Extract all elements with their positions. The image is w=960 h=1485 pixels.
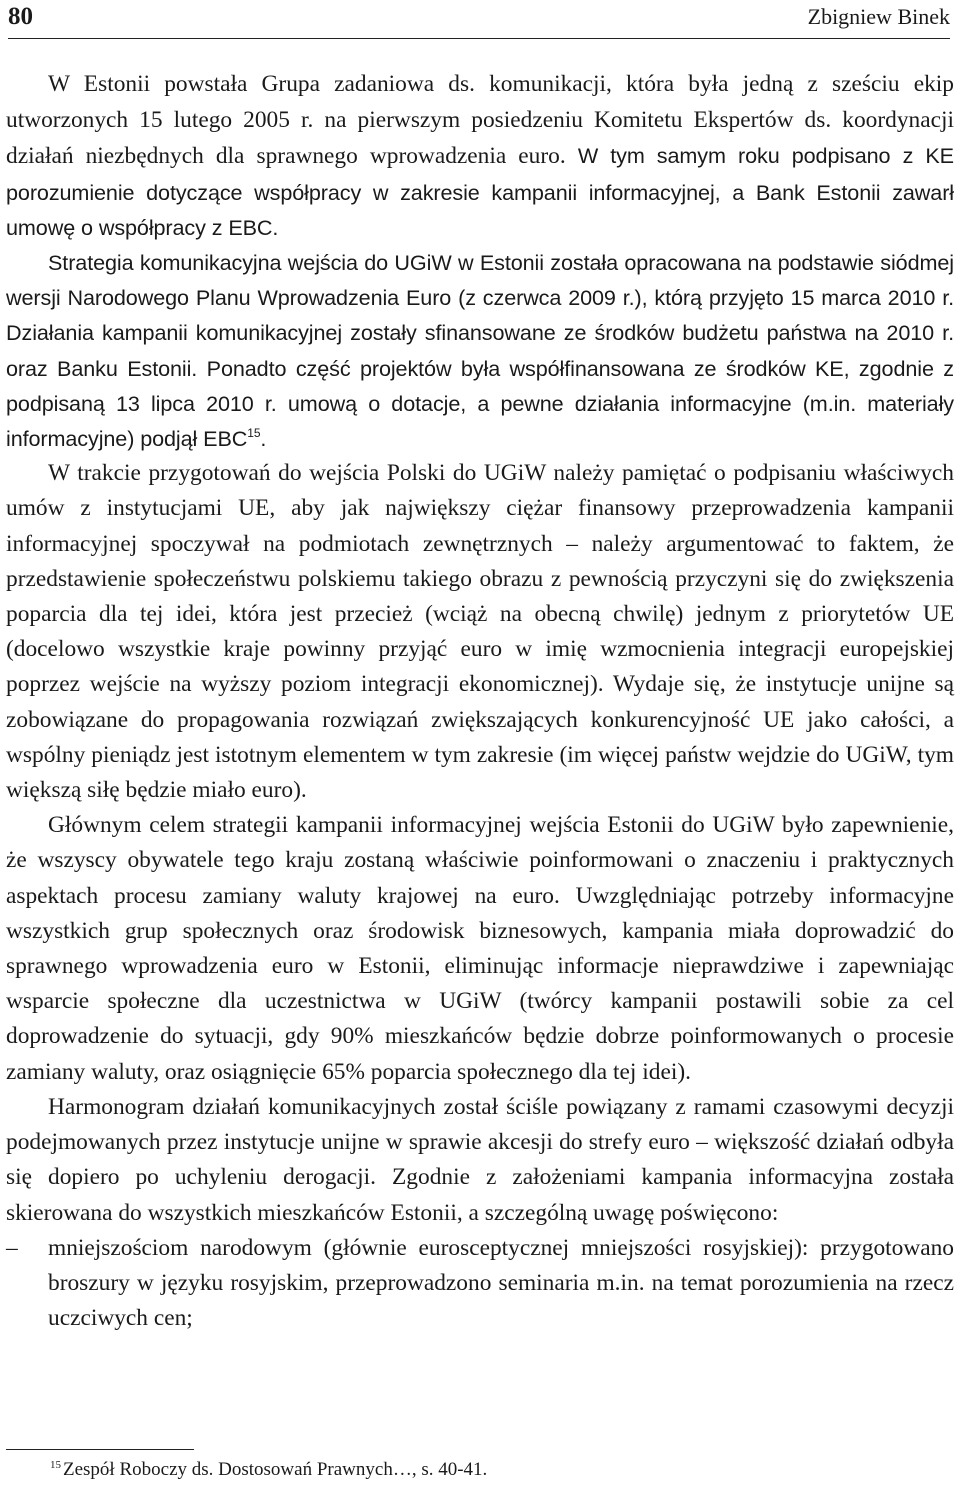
paragraph-3: W trakcie przygotowań do wejścia Polski do UGiW należy pamiętać o podpisaniu właściwych umów z instytucjami UE, aby jak największy ciężar finansowy przeprowadzenia kampanii informacyjnej spoczywał na podmiotach zewnętrznych – należy argumentować to faktem, że przedstawienie społeczeństwu polskiemu takiego obrazu z pewnością przyczyni się do zwiększenia poparcia dla tej idei, która jest przecież (wciąż na obecną chwilę) jednym z priorytetów UE (docelowo wszystkie kraje powinny przyjąć euro w imię wzmocnienia integracji europejskiej poprzez wejście na wyższy poziom integracji ekonomicznej). Wydaje się, że instytucje unijne są zobowiązane do propagowania rozwiązań zwiększających konkurencyjność UE jako całości, a wspólny pieniądz jest istotnym elementem w tym zakresie (im więcej państw wejdzie do UGiW, tym większą siłę będzie miało euro). [6, 460, 954, 804]
paragraph-2 [6, 245, 954, 456]
footnote [50, 1458, 487, 1482]
footnote-separator [6, 1449, 194, 1450]
paragraph-4: Głównym celem strategii kampanii informacyjnej wejścia Estonii do UGiW było zapewnienie, że wszyscy obywatele tego kraju zostaną właściwie poinformowani o znaczeniu i praktycznych aspektach procesu zamiany waluty krajowej na euro. Uwzględniając potrzeby informacyjne wszystkich grup społecznych oraz środowisk biznesowych, kampania miała doprowadzić do sprawnego wprowadzenia euro w Estonii, eliminując informacje nieprawdziwe i zapewniając wsparcie społeczne dla uczestnictwa w UGiW (twórcy kampanii postawili sobie za cel doprowadzenie do sytuacji, gdy 90% mieszkańców będzie dobrze poinformowanych o procesie zamiany waluty, oraz osiągnięcie 65% poparcia społecznego dla tej idei). [6, 812, 954, 1085]
paragraph-1-rest: W tym samym roku podpisano z KE porozumienie dotyczące współpracy w zakresie kampanii informacyjnej, a Bank Estonii zawarł umowę o współpracy z EBC. [6, 143, 954, 240]
paragraph-2-text: Strategia komunikacyjna wejścia do UGiW w Estonii została opracowana na podstawie siódmej wersji Narodowego Planu Wprowadzenia Euro (z czerwca 2009 r.), którą przyjęto 15 marca 2010 r. Działania kampanii komunikacyjnej zostały sfinansowane ze środków budżetu państwa na 2010 r. oraz Banku Estonii. Ponadto część projektów była współfinansowana ze środków KE, zgodnie z podpisaną 13 lipca 2010 r. umową o dotacje, a pewne działania informacyjne (m.in. materiały informacyjne) podjął EBC [6, 250, 954, 452]
running-header-author: Zbigniew Binek [807, 4, 950, 29]
footnote-reference[interactable]: 15 [247, 426, 261, 441]
paragraph-1 [6, 66, 954, 245]
page-number: 80 [8, 3, 33, 30]
list-item [6, 1231, 954, 1337]
running-header [8, 0, 950, 39]
list-item-text: mniejszościom narodowym (głównie eurosceptycznej mniejszości rosyjskiej): przygotowano broszury w języku rosyjskim, przeprowadzono seminaria m.in. na temat porozumienia na rzecz uczciwych cen; [48, 1234, 954, 1332]
paragraph-2-end: . [260, 426, 267, 452]
body-text [6, 66, 954, 1336]
paragraph-5: Harmonogram działań komunikacyjnych został ściśle powiązany z ramami czasowymi decyzji podejmowanych przez instytucje unijne w sprawie akcesji do strefy euro – większość działań odbyła się dopiero po uchyleniu derogacji. Zgodnie z założeniami kampania informacyjna została skierowana do wszystkich mieszkańców Estonii, a szczególną uwagę poświęcono: [6, 1093, 954, 1226]
paragraph-1-lead: W Estonii powstała Grupa zadaniowa ds. komunikacji, która była jedną z sześciu ekip utworzonych 15 lutego 2005 r. na pierwszym posiedzeniu Komitetu Ekspertów ds. koordynacji działań niezbędnych dla sprawnego wprowadzenia euro. [6, 71, 954, 170]
footnote-text: Zespół Roboczy ds. Dostosowań Prawnych…, s. 40-41. [63, 1459, 488, 1480]
footnote-number: 15 [50, 1459, 61, 1471]
list-dash: – [6, 1234, 18, 1261]
